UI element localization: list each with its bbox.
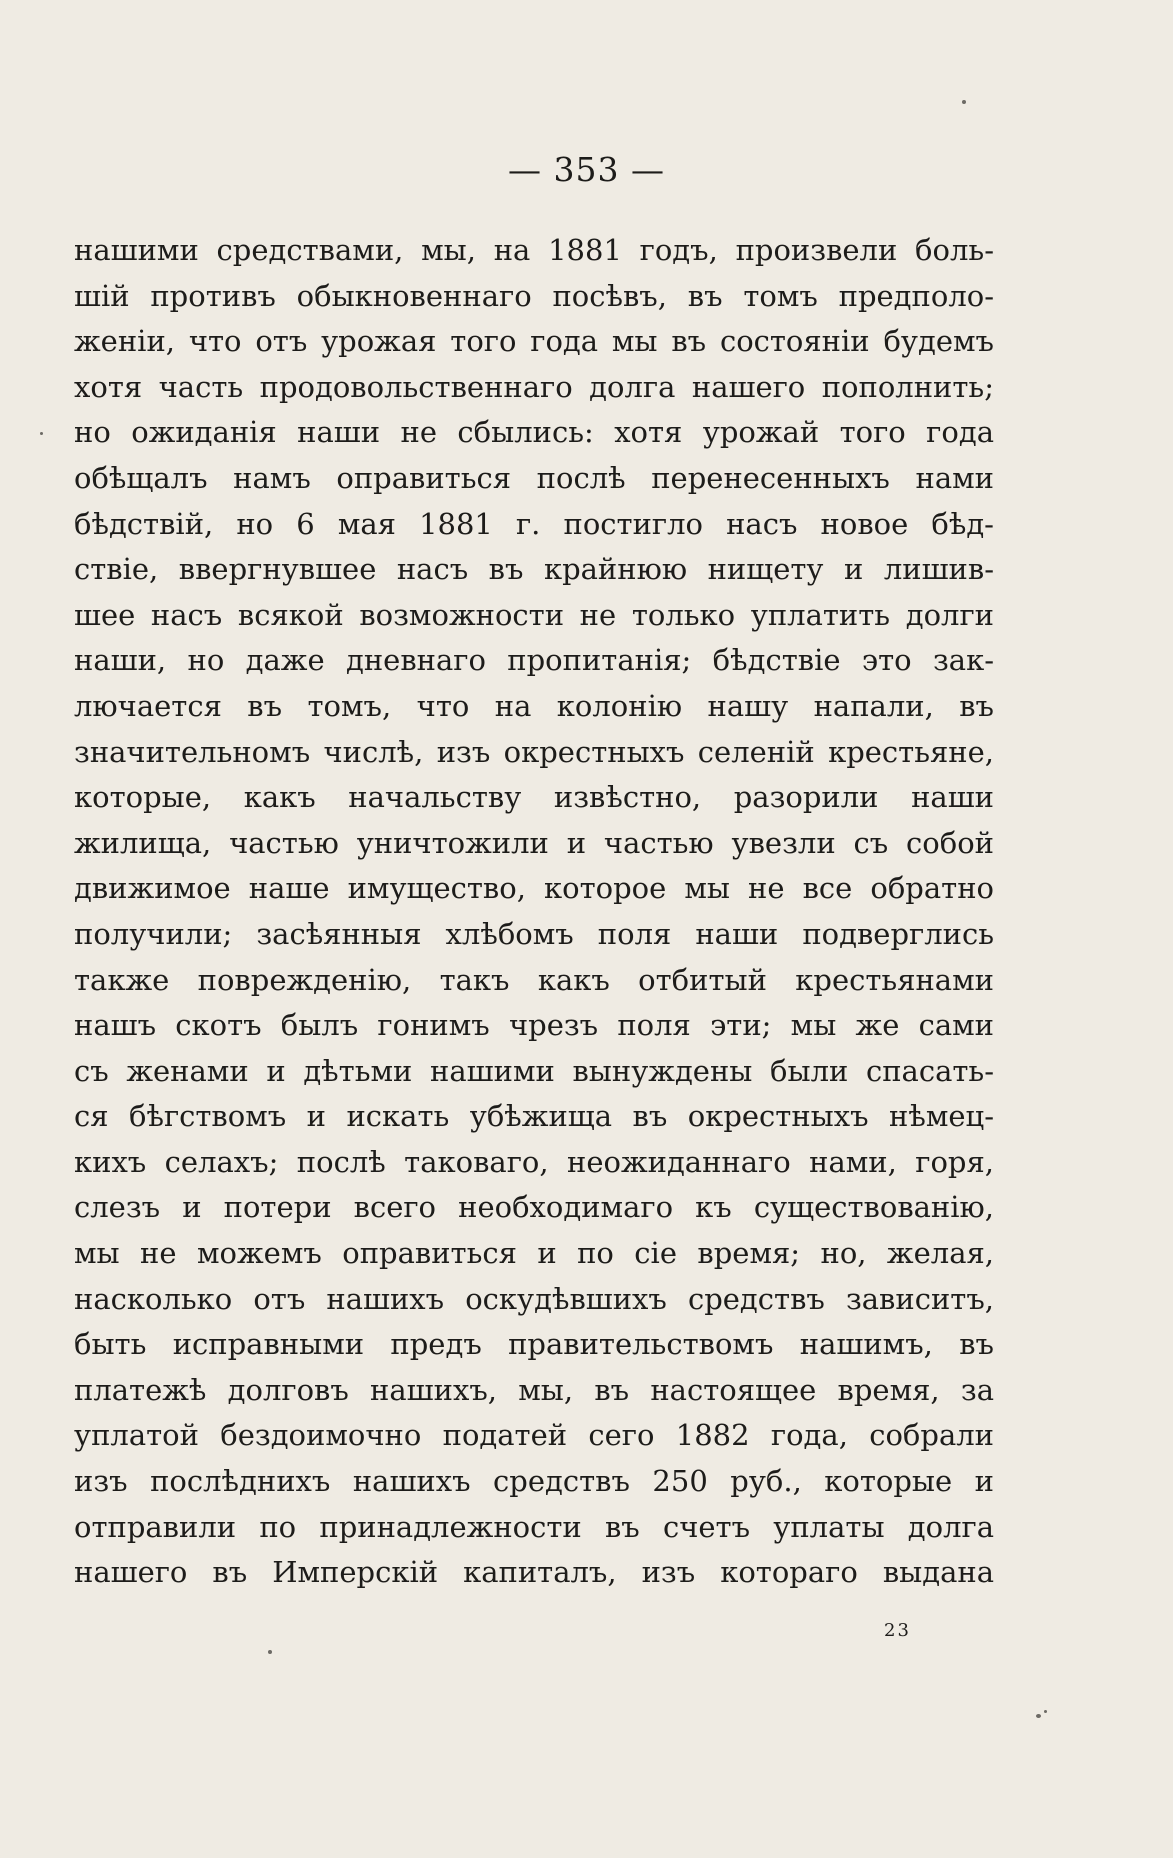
text-line: насколько отъ нашихъ оскудѣвшихъ средствъ зависитъ,	[74, 1281, 994, 1316]
text-line: уплатой бездоимочно податей сего 1882 года, собрали	[74, 1418, 994, 1453]
text-line: изъ послѣднихъ нашихъ средствъ 250 руб., которые и	[74, 1464, 994, 1499]
text-line: бѣдствій, но 6 мая 1881 г. постигло насъ новое бѣд-	[74, 506, 994, 541]
signature-mark: 23	[884, 1620, 911, 1641]
text-line: женіи, что отъ урожая того года мы въ состояніи будемъ	[74, 324, 994, 359]
text-line: мы не можемъ оправиться и по сіе время; но, желая,	[74, 1236, 994, 1271]
paper-speck	[268, 1650, 272, 1654]
text-line: жилища, частью уничтожили и частью увезли съ собой	[74, 825, 994, 860]
text-line: значительномъ числѣ, изъ окрестныхъ селеній крестьяне,	[74, 734, 994, 769]
text-line: ся бѣгствомъ и искать убѣжища въ окрестныхъ нѣмец-	[74, 1099, 994, 1134]
text-line: нашими средствами, мы, на 1881 годъ, произвели боль-	[74, 233, 994, 267]
text-line: обѣщалъ намъ оправиться послѣ перенесенныхъ нами	[74, 460, 994, 495]
body-text	[74, 228, 994, 1596]
text-line: лючается въ томъ, что на колонію нашу напали, въ	[74, 688, 994, 723]
text-line: быть исправными предъ правительствомъ нашимъ, въ	[74, 1327, 994, 1362]
text-line: слезъ и потери всего необходимаго къ существованію,	[74, 1190, 994, 1225]
text-line: которые, какъ начальству извѣстно, разорили наши	[74, 780, 994, 815]
text-line: хотя часть продовольственнаго долга нашего пополнить;	[74, 369, 994, 404]
text-line: но ожиданія наши не сбылись: хотя урожай того года	[74, 415, 994, 450]
text-line: наши, но даже дневнаго пропитанія; бѣдствіе это зак-	[74, 643, 994, 678]
text-line: движимое наше имущество, которое мы не все обратно	[74, 871, 994, 906]
text-line: также поврежденію, такъ какъ отбитый крестьянами	[74, 962, 994, 997]
text-line: ствіе, ввергнувшее насъ въ крайнюю нищету и лишив-	[74, 552, 994, 587]
text-line: получили; засѣянныя хлѣбомъ поля наши подверглись	[74, 916, 994, 951]
paper-speck	[1036, 1714, 1041, 1718]
text-line: шій противъ обыкновеннаго посѣвъ, въ томъ предполо-	[74, 278, 994, 313]
paper-speck	[1044, 1710, 1047, 1713]
text-line: нашъ скотъ былъ гонимъ чрезъ поля эти; мы же сами	[74, 1008, 994, 1043]
paper-speck	[962, 100, 966, 104]
text-line: нашего въ Имперскій капиталъ, изъ котораго выдана	[74, 1555, 994, 1590]
paper-speck	[40, 432, 43, 435]
text-line: шее насъ всякой возможности не только уплатить долги	[74, 597, 994, 632]
text-line: съ женами и дѣтьми нашими вынуждены были спасать-	[74, 1053, 994, 1088]
page-number: — 353 —	[508, 150, 665, 189]
text-line: платежѣ долговъ нашихъ, мы, въ настоящее время, за	[74, 1372, 994, 1407]
text-line: отправили по принадлежности въ счетъ уплаты долга	[74, 1509, 994, 1544]
text-line: кихъ селахъ; послѣ таковаго, неожиданнаго нами, горя,	[74, 1144, 994, 1179]
